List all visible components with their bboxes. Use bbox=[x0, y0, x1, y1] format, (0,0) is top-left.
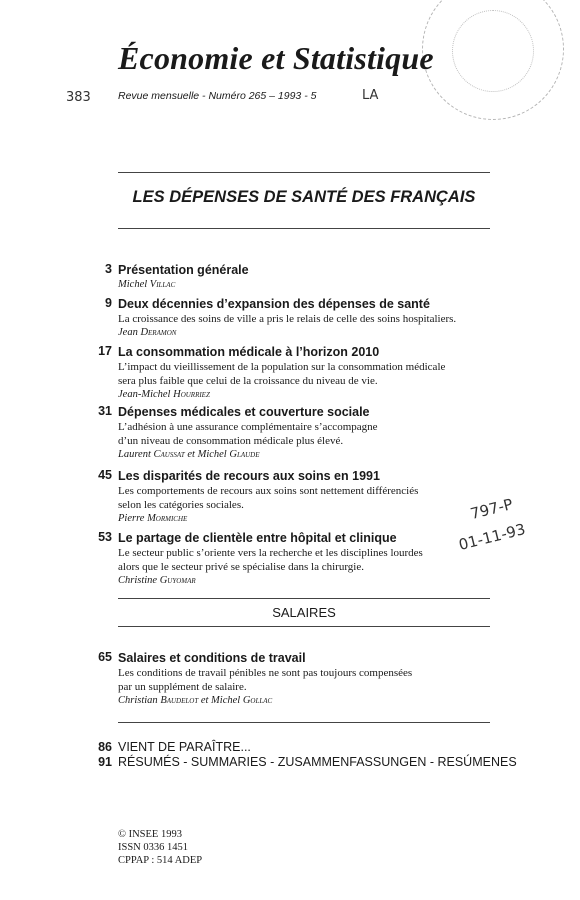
rule-below-salaires bbox=[118, 626, 490, 627]
handwritten-date: 01-11-93 bbox=[456, 520, 528, 554]
toc-title: Les disparités de recours aux soins en 1991 bbox=[118, 469, 380, 483]
toc-description: Les comportements de recours aux soins sont nettement différenciés bbox=[118, 485, 419, 497]
toc-entry[interactable] bbox=[88, 262, 508, 296]
toc-entry[interactable] bbox=[88, 530, 508, 592]
toc-description: L’adhésion à une assurance complémentaire s’accompagne bbox=[118, 421, 378, 433]
toc-description: par un supplément de salaire. bbox=[118, 681, 247, 693]
toc-page-number: 9 bbox=[105, 296, 112, 310]
toc-title: Présentation générale bbox=[118, 263, 249, 277]
toc-description: selon les catégories sociales. bbox=[118, 499, 244, 511]
toc-entry[interactable] bbox=[88, 404, 508, 468]
handwritten-initials: LA bbox=[362, 88, 379, 103]
issue-headline: LES DÉPENSES DE SANTÉ DES FRANÇAIS bbox=[132, 188, 476, 206]
table-of-contents bbox=[88, 262, 508, 592]
toc-entry[interactable] bbox=[88, 344, 508, 404]
toc-description: alors que le secteur privé se spécialise dans la chirurgie. bbox=[118, 561, 364, 573]
toc-author: Laurent Caussat et Michel Glaude bbox=[118, 449, 260, 460]
toc-bottom-entry[interactable] bbox=[88, 740, 251, 754]
toc-description: d’un niveau de consommation médicale plus élevé. bbox=[118, 435, 344, 447]
library-stamp-seal-inner bbox=[452, 10, 534, 92]
toc-bottom-entry[interactable] bbox=[88, 755, 517, 769]
toc-page-number: 91 bbox=[98, 755, 112, 769]
toc-description: L’impact du vieillissement de la population sur la consommation médicale bbox=[118, 361, 446, 373]
toc-description: sera plus faible que celui de la croissance du niveau de vie. bbox=[118, 375, 378, 387]
toc-description: Les conditions de travail pénibles ne sont pas toujours compensées bbox=[118, 667, 413, 679]
issn-line: ISSN 0336 1451 bbox=[118, 842, 189, 853]
copyright-block bbox=[118, 828, 202, 867]
toc-entry[interactable] bbox=[88, 296, 508, 344]
toc-entry[interactable] bbox=[88, 468, 508, 530]
toc-page-number: 45 bbox=[98, 468, 112, 482]
toc-description: Le secteur public s’oriente vers la recherche et les disciplines lourdes bbox=[118, 547, 423, 559]
journal-title: Économie et Statistique bbox=[118, 40, 434, 76]
toc-author: Pierre Mormiche bbox=[118, 513, 188, 524]
toc-title: Dépenses médicales et couverture sociale bbox=[118, 405, 370, 419]
toc-page-number: 31 bbox=[98, 404, 112, 418]
toc-title: Le partage de clientèle entre hôpital et clinique bbox=[118, 531, 397, 545]
issue-line: Revue mensuelle - Numéro 265 – 1993 - 5 bbox=[118, 90, 317, 102]
toc-title: La consommation médicale à l’horizon 2010 bbox=[118, 345, 380, 359]
toc-title: RÉSUMÉS - SUMMARIES - ZUSAMMENFASSUNGEN - RESÚMENES bbox=[118, 755, 517, 769]
toc-author: Michel Villac bbox=[118, 279, 176, 290]
rule-above-bottom bbox=[118, 722, 490, 723]
toc-page-number: 17 bbox=[98, 344, 112, 358]
toc-title: VIENT DE PARAÎTRE... bbox=[118, 740, 251, 754]
toc-author: Christine Guyomar bbox=[118, 575, 196, 586]
section-heading-salaires: SALAIRES bbox=[272, 605, 336, 620]
handwritten-number: 383 bbox=[66, 90, 91, 105]
toc-page-number: 65 bbox=[98, 650, 112, 664]
toc-page-number: 53 bbox=[98, 530, 112, 544]
toc-entry[interactable] bbox=[88, 650, 508, 714]
toc-author: Christian Baudelot et Michel Gollac bbox=[118, 695, 273, 706]
toc-salaires bbox=[88, 650, 508, 714]
handwritten-call-number: 797-P bbox=[468, 495, 515, 523]
toc-title: Deux décennies d’expansion des dépenses de santé bbox=[118, 297, 430, 311]
toc-description: La croissance des soins de ville a pris le relais de celle des soins hospitaliers. bbox=[118, 313, 457, 325]
toc-page-number: 86 bbox=[98, 740, 112, 754]
toc-author: Jean Deramon bbox=[118, 327, 177, 338]
toc-page-number: 3 bbox=[105, 262, 112, 276]
rule-top bbox=[118, 172, 490, 173]
copyright-line: © INSEE 1993 bbox=[118, 829, 182, 840]
toc-title: Salaires et conditions de travail bbox=[118, 651, 306, 665]
cppap-line: CPPAP : 514 ADEP bbox=[118, 855, 203, 866]
rule-under-headline bbox=[118, 228, 490, 229]
toc-author: Jean-Michel Hourriez bbox=[118, 389, 210, 400]
rule-above-salaires bbox=[118, 598, 490, 599]
